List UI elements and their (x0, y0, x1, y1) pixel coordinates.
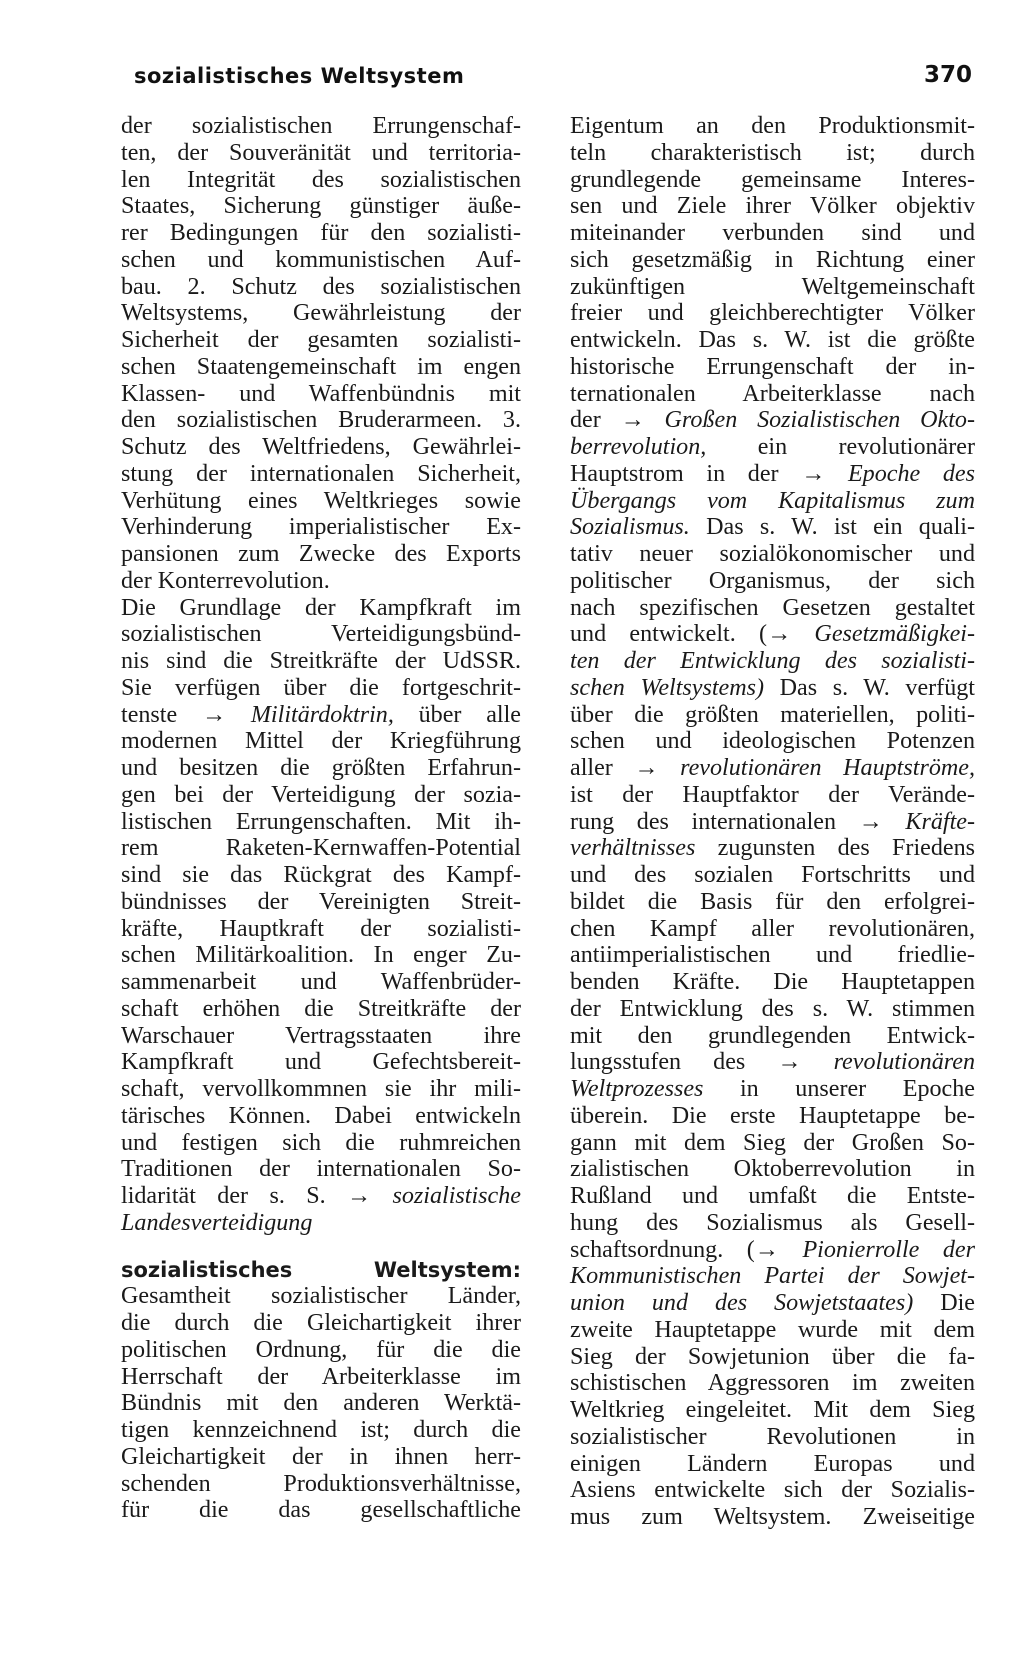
cross-reference: berrevolution, (570, 434, 707, 460)
text-line: bildet die Basis für den erfolgrei- (570, 888, 975, 915)
cross-reference: Kräfte- (905, 808, 975, 835)
cross-reference: Weltprozesses (570, 1076, 704, 1102)
text-line (570, 434, 975, 461)
text-segment: in unserer Epoche (703, 1076, 975, 1102)
text-line: politischer Organismus, der sich (570, 567, 975, 594)
text-line: schaft erhöhen die Streitkräfte der (121, 995, 521, 1022)
text-line (570, 461, 975, 488)
cross-reference: Gesetzmäßigkei- (814, 621, 975, 648)
text-line: sozialistischer Revolutionen in (570, 1423, 975, 1450)
text-segment: rung des internationalen → (570, 808, 906, 835)
text-line: Warschauer Vertragsstaaten ihre (121, 1022, 521, 1049)
text-line: bündnisses der Vereinigten Streit- (121, 888, 521, 915)
text-line: Staates, Sicherung günstiger äuße- (121, 193, 521, 220)
page-number: 370 (924, 62, 973, 88)
text-line: und festigen sich die ruhmreichen (121, 1129, 521, 1156)
text-line: über die größten materiellen, politi- (570, 701, 975, 728)
text-segment: Hauptstrom in der → (570, 460, 848, 487)
text-line: sich gesetzmäßig in Richtung einer (570, 246, 975, 273)
text-line (570, 1076, 975, 1103)
text-line: bau. 2. Schutz des sozialistischen (121, 273, 521, 300)
text-segment: Das s. W. verfügt (764, 674, 975, 701)
text-line: der Konterrevolution. (121, 567, 330, 594)
left-text-column (121, 113, 521, 1524)
cross-reference: union und des Sowjetstaates) (570, 1290, 914, 1316)
text-segment: tenste → (121, 701, 251, 728)
text-line: schen Militärkoalition. In enger Zu- (121, 942, 521, 969)
text-line: Weltsystems, Gewährleistung der (121, 300, 521, 327)
text-line: Verhinderung imperialistischer Ex- (121, 514, 521, 541)
text-line: listischen Errungenschaften. Mit ih- (121, 808, 521, 835)
text-line: freier und gleichberechtigter Völker (570, 300, 975, 327)
cross-reference: Landesverteidigung (121, 1209, 313, 1236)
text-line (570, 1237, 975, 1264)
text-line: sen und Ziele ihrer Völker objektiv (570, 193, 975, 220)
text-line: Sicherheit der gesamten sozialisti- (121, 327, 521, 353)
text-line: der sozialistischen Errungenschaf- (121, 113, 521, 139)
text-line (570, 675, 975, 702)
text-line: mit den grundlegenden Entwick- (570, 1022, 975, 1049)
text-line: hung des Sozialismus als Gesell- (570, 1209, 975, 1236)
text-line: zialistischen Oktoberrevolution in (570, 1156, 975, 1183)
text-line: benden Kräfte. Die Hauptetappen (570, 969, 975, 995)
text-line: ten, der Souveränität und territoria- (121, 139, 521, 166)
text-line: die durch die Gleichartigkeit ihrer (121, 1310, 521, 1336)
text-line: rer Bedingungen für den sozialisti- (121, 220, 521, 246)
text-line (570, 621, 975, 648)
right-text-column (570, 113, 975, 1531)
cross-reference: Sozialismus. (570, 514, 690, 541)
text-segment: aller → (570, 755, 681, 781)
text-line: der Entwicklung des s. W. stimmen (570, 995, 975, 1022)
text-line: miteinander verbunden sind und (570, 220, 975, 246)
text-line: sammenarbeit und Waffenbrüder- (121, 969, 521, 995)
text-line: schistischen Aggressoren im zweiten (570, 1370, 975, 1397)
text-line (570, 1049, 975, 1076)
text-line: pansionen zum Zwecke des Exports (121, 541, 521, 567)
text-line (570, 755, 975, 782)
text-line: Eigentum an den Produktionsmit- (570, 113, 975, 139)
text-line: Traditionen der internationalen So- (121, 1156, 521, 1183)
text-segment: und entwickelt. (→ (570, 621, 815, 648)
text-line: Sieg der Sowjetunion über die fa- (570, 1343, 975, 1370)
text-line (570, 835, 975, 862)
text-segment: schaftsordnung. (→ (570, 1236, 803, 1263)
text-line: Herrschaft der Arbeiterklasse im (121, 1363, 521, 1390)
cross-reference: Kommunistischen Partei der Sowjet- (570, 1263, 975, 1290)
text-line (570, 488, 975, 515)
text-line: schenden Produktionsverhältnisse, (121, 1470, 521, 1497)
text-line: modernen Mittel der Kriegführung (121, 728, 521, 755)
text-line (570, 809, 975, 836)
text-line: für die das gesellschaftliche (121, 1497, 521, 1524)
text-line: nis sind die Streitkräfte der UdSSR. (121, 648, 521, 674)
text-line (121, 1237, 521, 1257)
text-line: und besitzen die größten Erfahrun- (121, 755, 521, 781)
text-line: gann mit dem Sieg der Großen So- (570, 1129, 975, 1156)
cross-reference: Übergangs vom Kapitalismus zum (570, 487, 975, 514)
text-segment: lungsstufen des → (570, 1049, 834, 1076)
text-line (121, 702, 521, 729)
cross-reference: Militärdoktrin, (250, 701, 394, 728)
text-line: und des sozialen Fortschritts und (570, 862, 975, 888)
text-line (570, 514, 975, 541)
text-segment: zugunsten des Friedens (695, 835, 975, 862)
cross-reference: sozialistische (392, 1183, 521, 1209)
text-line: sozialistischen Verteidigungsbünd- (121, 621, 521, 648)
text-line: zukünftigen Weltgemeinschaft (570, 273, 975, 300)
text-line: mus zum Weltsystem. Zweiseitige (570, 1504, 975, 1530)
text-line: Asiens entwickelte sich der Sozialis- (570, 1477, 975, 1504)
running-header-title: sozialistisches Weltsystem (134, 64, 465, 88)
text-line: len Integrität des sozialistischen (121, 166, 521, 193)
text-line: ist der Hauptfaktor der Verände- (570, 781, 975, 808)
text-line: überein. Die erste Hauptetappe be- (570, 1102, 975, 1129)
text-segment: der → (570, 407, 665, 434)
text-line: ternationalen Arbeiterklasse nach (570, 380, 975, 407)
entry-heading: sozialistisches Weltsystem: (121, 1257, 521, 1282)
text-line: den sozialistischen Bruderarmeen. 3. (121, 407, 521, 434)
cross-reference: Epoche des (847, 460, 975, 487)
cross-reference: Pionierrolle der (802, 1236, 975, 1263)
text-line: tärisches Können. Dabei entwickeln (121, 1102, 521, 1129)
text-line: grundlegende gemeinsame Interes- (570, 166, 975, 193)
text-line: Rußland und umfaßt die Entste- (570, 1183, 975, 1209)
text-line (121, 1183, 521, 1210)
text-segment: Das s. W. ist ein quali- (689, 514, 975, 541)
text-line: teln charakteristisch ist; durch (570, 139, 975, 166)
text-line (570, 407, 975, 434)
text-line: antiimperialistischen und friedlie- (570, 942, 975, 969)
text-line (570, 1263, 975, 1290)
text-line: chen Kampf aller revolutionären, (570, 915, 975, 942)
text-line: stung der internationalen Sicherheit, (121, 460, 521, 487)
text-line (121, 1210, 521, 1237)
cross-reference: ten der Entwicklung des sozialisti- (570, 648, 975, 674)
text-line: Sie verfügen über die fortgeschrit- (121, 674, 521, 701)
text-line: politischen Ordnung, für die die (121, 1336, 521, 1363)
text-line: Bündnis mit den anderen Werktä- (121, 1390, 521, 1417)
text-line: nach spezifischen Gesetzen gestaltet (570, 594, 975, 621)
text-segment: über alle (393, 701, 522, 728)
text-line: kräfte, Hauptkraft der sozialisti- (121, 915, 521, 942)
cross-reference: revolutionären Hauptströme, (680, 755, 975, 781)
cross-reference: Großen Sozialistischen Okto- (664, 407, 975, 434)
text-line: Klassen- und Waffenbündnis mit (121, 380, 521, 407)
text-line: tigen kennzeichnend ist; durch die (121, 1417, 521, 1443)
text-line: Gesamtheit sozialistischer Länder, (121, 1283, 521, 1310)
text-segment: ein revolutionärer (706, 434, 975, 460)
text-segment: lidarität der s. S. → (121, 1183, 393, 1209)
text-line: Gleichartigkeit der in ihnen herr- (121, 1443, 521, 1470)
text-line (570, 1290, 975, 1317)
text-line: gen bei der Verteidigung der sozia- (121, 781, 521, 808)
text-line: schaft, vervollkommnen sie ihr mili- (121, 1076, 521, 1102)
text-line: entwickeln. Das s. W. ist die größte (570, 327, 975, 353)
cross-reference: schen Weltsystems) (570, 674, 765, 701)
text-line: zweite Hauptetappe wurde mit dem (570, 1316, 975, 1343)
text-line: einigen Ländern Europas und (570, 1450, 975, 1477)
text-line: Schutz des Weltfriedens, Gewährlei- (121, 434, 521, 460)
cross-reference: revolutionären (833, 1049, 975, 1076)
text-segment: Die (913, 1290, 975, 1316)
text-line: sind sie das Rückgrat des Kampf- (121, 862, 521, 888)
text-line: schen Staatengemeinschaft im engen (121, 353, 521, 380)
text-line: tativ neuer sozialökonomischer und (570, 541, 975, 567)
text-line: Weltkrieg eingeleitet. Mit dem Sieg (570, 1397, 975, 1423)
text-line (570, 648, 975, 675)
text-line: schen und ideologischen Potenzen (570, 728, 975, 755)
text-line: Kampfkraft und Gefechtsbereit- (121, 1049, 521, 1076)
text-line: Verhütung eines Weltkrieges sowie (121, 487, 521, 514)
text-line: Die Grundlage der Kampfkraft im (121, 594, 521, 621)
text-line: rem Raketen-Kernwaffen-Potential (121, 835, 521, 862)
text-line: historische Errungenschaft der in- (570, 353, 975, 380)
cross-reference: verhältnisses (570, 835, 696, 862)
text-line: schen und kommunistischen Auf- (121, 246, 521, 273)
